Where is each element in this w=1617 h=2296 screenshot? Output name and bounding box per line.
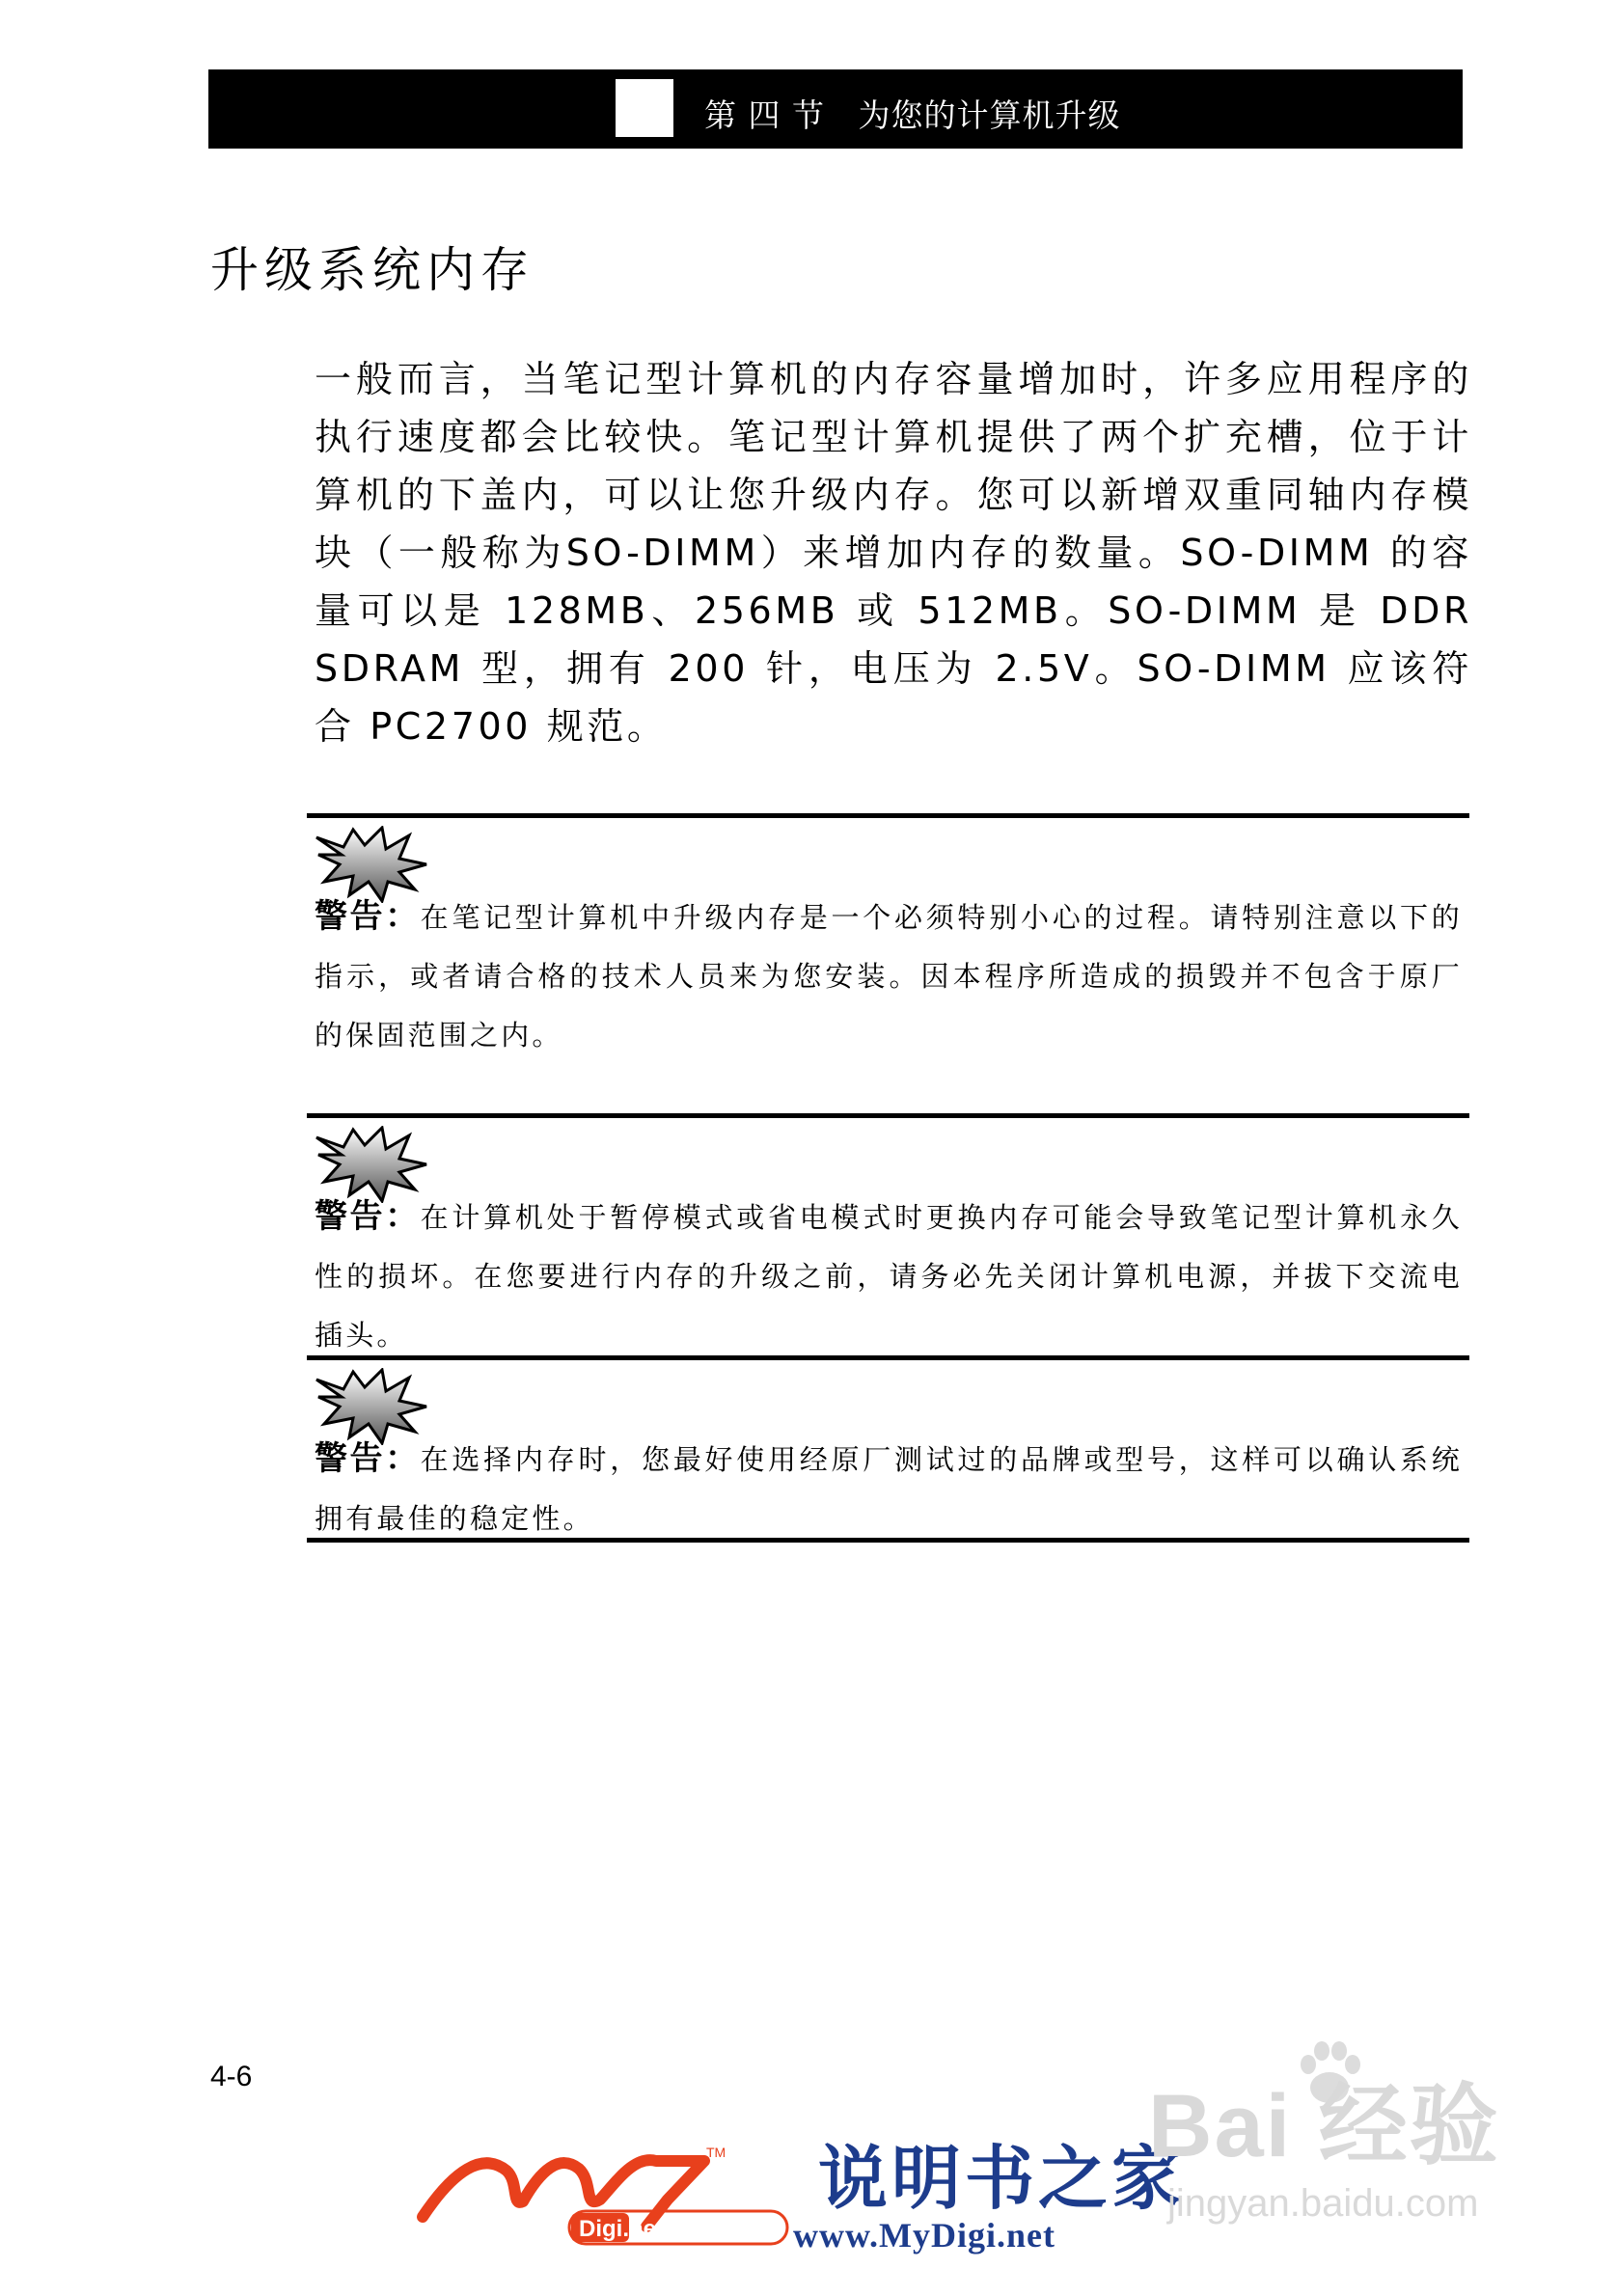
- warning-label: 警告：: [315, 1197, 421, 1236]
- header-square-icon: [616, 79, 673, 137]
- warning-text-2: [315, 1188, 1463, 1365]
- baidu-watermark: Bai 经验: [1148, 2077, 1500, 2175]
- divider-rule: [307, 1113, 1469, 1118]
- footer-url: www.MyDigi.net: [793, 2216, 1055, 2255]
- svg-text:TM: TM: [706, 2145, 726, 2160]
- warning-label: 警告：: [315, 897, 421, 936]
- footer-brand: 说明书之家: [818, 2137, 1186, 2219]
- baidu-watermark-url: jingyan.baidu.com: [1167, 2182, 1479, 2225]
- chapter-header-bar: [208, 69, 1463, 149]
- warning-body: 在选择内存时，您最好使用经原厂测试过的品牌或型号，这样可以确认系统拥有最佳的稳定性。: [315, 1443, 1464, 1535]
- warning-label: 警告：: [315, 1439, 421, 1478]
- intro-paragraph: 一般而言，当笔记型计算机的内存容量增加时，许多应用程序的执行速度都会比较快。笔记型计算机提供了两个扩充槽，位于计算机的下盖内，可以让您升级内存。您可以新增双重同轴内存模块（一般称为SO-DIMM）来增加内存的数量。SO-DIMM 的容量可以是 128MB、256MB 或 512MB。SO-DIMM 是 DDR SDRAM 型，拥有 200 针，电压为 2.5V。SO-DIMM 应该符合 PC2700 规范。: [315, 358, 1472, 748]
- divider-rule: [307, 1538, 1469, 1543]
- divider-rule: [307, 813, 1469, 818]
- warning-body: 在计算机处于暂停模式或省电模式时更换内存可能会导致笔记型计算机永久性的损坏。在您要进行内存的升级之前，请务必先关闭计算机电源，并拔下交流电插头。: [315, 1201, 1464, 1352]
- header-title: 第 四 节 为您的计算机升级: [704, 96, 1121, 134]
- section-title: 升级系统内存: [210, 242, 534, 298]
- warning-body: 在笔记型计算机中升级内存是一个必须特别小心的过程。请特别注意以下的指示，或者请合格的技术人员来为您安装。因本程序所造成的损毁并不包含于原厂的保固范围之内。: [315, 901, 1464, 1052]
- page-number: 4-6: [210, 2061, 253, 2092]
- warning-text-1: [315, 888, 1463, 1065]
- logo-text: Digi.net: [579, 2216, 664, 2242]
- divider-rule: [307, 1355, 1469, 1360]
- warning-text-3: [315, 1430, 1463, 1548]
- mydigi-logo: [415, 2132, 791, 2248]
